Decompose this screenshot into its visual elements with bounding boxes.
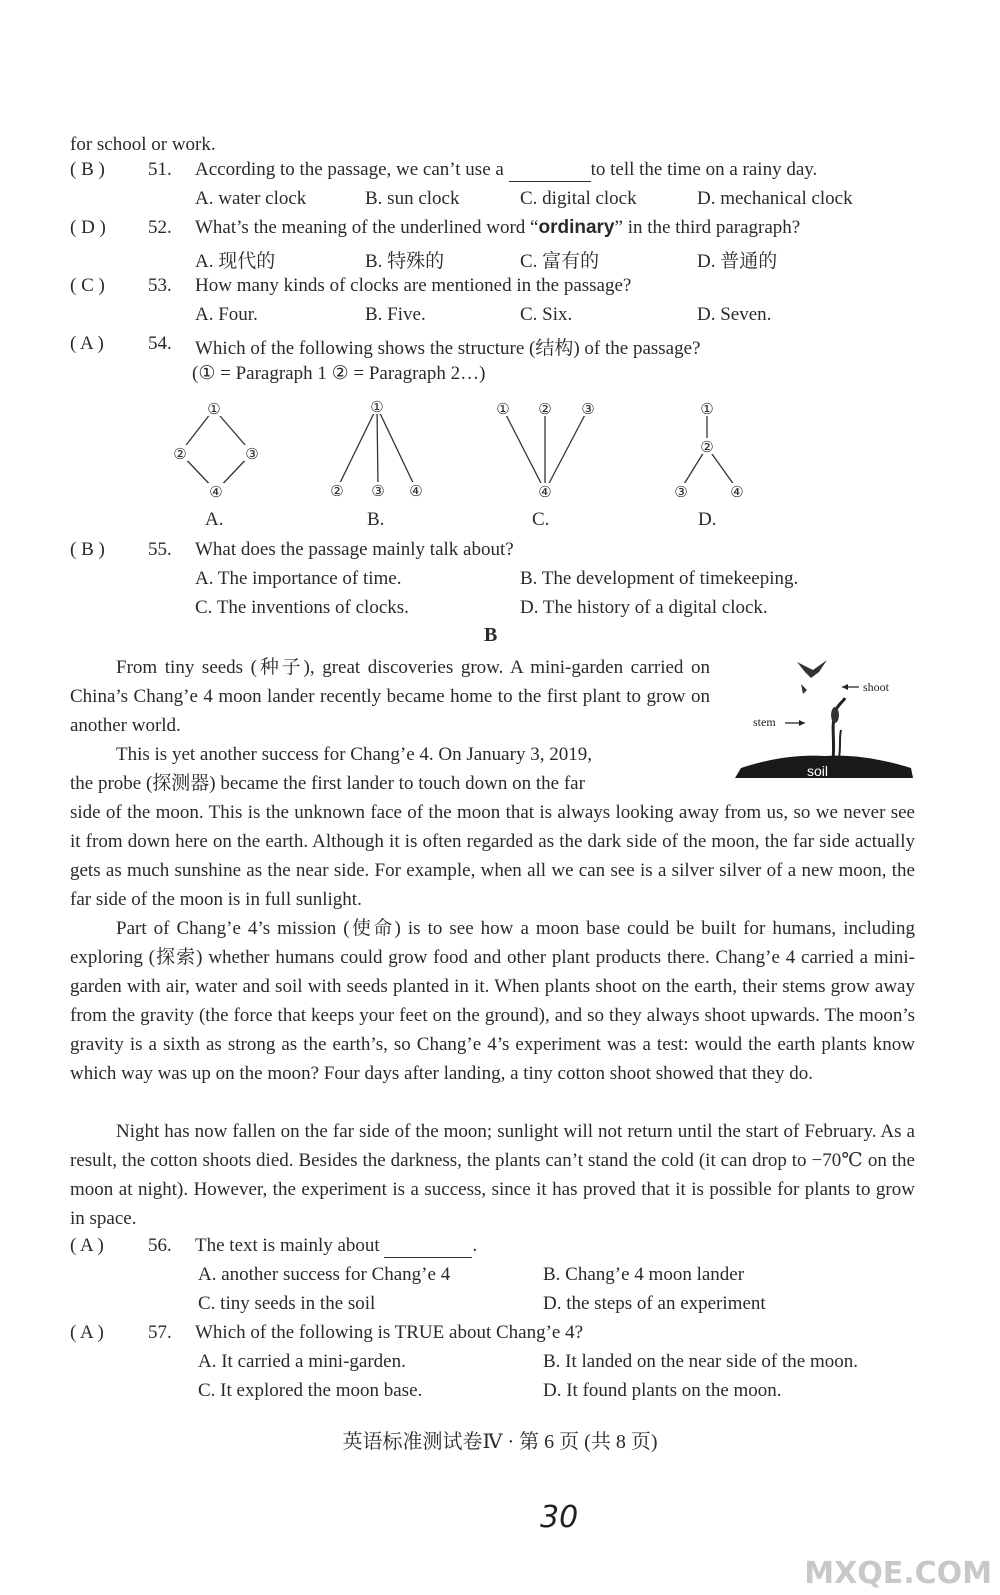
diagram-b-edge <box>377 407 378 489</box>
option-a: A. The importance of time. <box>195 568 402 589</box>
page-footer: 英语标准测试卷Ⅳ · 第 6 页 (共 8 页) <box>342 1431 658 1453</box>
diagram-c-edge <box>503 409 544 489</box>
option-b: B. sun clock <box>365 188 460 209</box>
underlined-word: ordinary <box>538 217 615 238</box>
handwritten-page-number: 30 <box>540 1500 579 1535</box>
diagram-a-node-2: ② <box>173 445 187 463</box>
question-text-post: ” in the third paragraph? <box>614 217 801 238</box>
diagram-d-node-2: ② <box>700 438 714 456</box>
diagram-label-c: C. <box>532 509 550 530</box>
option-b: B. It landed on the near side of the moon. <box>543 1351 859 1372</box>
question-number: 54. <box>148 333 172 354</box>
section-heading-b: B <box>484 624 498 646</box>
option-c: C. digital clock <box>520 188 637 209</box>
question-number: 57. <box>148 1322 172 1343</box>
diagram-c-node-2: ② <box>538 400 552 418</box>
question-text: Which of the following is TRUE about Chang’e 4? <box>195 1322 584 1343</box>
diagram-label-a: A. <box>205 509 224 530</box>
option-b: B. Five. <box>365 304 426 325</box>
diagram-b-node-2: ② <box>330 482 344 500</box>
answer-55: ( B ) <box>70 539 105 560</box>
question-text <box>195 159 817 182</box>
option-b: B. The development of timekeeping. <box>520 568 799 589</box>
answer-57: ( A ) <box>70 1322 104 1343</box>
option-c: C. tiny seeds in the soil <box>198 1293 376 1314</box>
answer-51: ( B ) <box>70 159 105 180</box>
option-d: D. It found plants on the moon. <box>543 1380 782 1401</box>
diagram-c-node-1: ① <box>496 400 510 418</box>
paragraph-2-line-1: This is yet another success for Chang’e 4. On January 3, 2019, <box>116 744 592 765</box>
bird-icon <box>797 660 827 678</box>
option-d: D. The history of a digital clock. <box>520 597 768 618</box>
question-text-post: to tell the time on a rainy day. <box>590 159 818 180</box>
answer-53: ( C ) <box>70 275 105 296</box>
leaf <box>831 707 839 723</box>
paragraph-2-rest: side of the moon. This is the unknown face of the moon that is always looking away from us, so we never see it from down here on the earth. Although it is often regarded as the dark side of the moon, the far side actually gets as much sunshine as the near side. For example, when all we can see is a silver silver of a new moon, the far side of the moon is in full sunlight. <box>70 802 915 910</box>
diagram-b-node-1: ① <box>370 398 384 416</box>
structure-legend: (① = Paragraph 1 ② = Paragraph 2…) <box>192 363 486 384</box>
question-number: 53. <box>148 275 172 296</box>
paragraph-1: From tiny seeds (种子), great discoveries grow. A mini-garden carried on China’s Chang’e 4 moon lander recently became home to the first plant to grow on another world. <box>70 657 710 736</box>
question-number: 51. <box>148 159 172 180</box>
option-b: B. Chang’e 4 moon lander <box>543 1264 745 1285</box>
answer-blank <box>384 1235 472 1258</box>
answer-blank <box>509 159 591 182</box>
stem-label: stem <box>753 715 776 729</box>
option-d: D. 普通的 <box>697 251 778 272</box>
answer-52: ( D ) <box>70 217 106 238</box>
question-text-pre: According to the passage, we can’t use a <box>195 159 509 180</box>
option-a: A. water clock <box>195 188 307 209</box>
answer-56: ( A ) <box>70 1235 104 1256</box>
question-text <box>195 217 800 239</box>
diagram-b-node-4: ④ <box>409 482 423 500</box>
option-c: C. Six. <box>520 304 573 325</box>
question-number: 56. <box>148 1235 172 1256</box>
question-number: 52. <box>148 217 172 238</box>
question-text-pre: The text is mainly about <box>195 1235 385 1256</box>
answer-54: ( A ) <box>70 333 104 354</box>
option-c: C. 富有的 <box>520 251 600 272</box>
structure-diagrams <box>160 395 780 510</box>
option-d: D. Seven. <box>697 304 772 325</box>
question-text-post: . <box>472 1235 478 1256</box>
option-c: C. It explored the moon base. <box>198 1380 423 1401</box>
diagram-a-node-1: ① <box>207 400 221 418</box>
diagram-c-node-4: ④ <box>538 483 552 501</box>
paragraph-2-line-2: the probe (探测器) became the first lander to touch down on the far <box>70 773 585 794</box>
diagram-label-b: B. <box>367 509 385 530</box>
question-text <box>195 1235 477 1258</box>
option-d: D. mechanical clock <box>697 188 853 209</box>
diagram-b-edge <box>377 407 416 489</box>
question-text: What does the passage mainly talk about? <box>195 539 514 560</box>
passage-continuation: for school or work. <box>70 134 216 155</box>
question-number: 55. <box>148 539 172 560</box>
plant-stem-2 <box>839 730 841 758</box>
diagram-label-d: D. <box>698 509 717 530</box>
diagram-a-node-4: ④ <box>209 483 223 501</box>
option-a: A. It carried a mini-garden. <box>198 1351 406 1372</box>
question-text-pre: What’s the meaning of the underlined word “ <box>195 217 539 238</box>
option-c: C. The inventions of clocks. <box>195 597 409 618</box>
option-a: A. Four. <box>195 304 258 325</box>
plant-figure <box>735 650 915 782</box>
diagram-d-node-1: ① <box>700 400 714 418</box>
diagram-d-node-3: ③ <box>674 483 688 501</box>
diagram-c-node-3: ③ <box>581 400 595 418</box>
paragraph-4: Night has now fallen on the far side of the moon; sunlight will not return until the start of February. As a result, the cotton shoots died. Besides the darkness, the plants can’t stand the cold (it can drop to −70℃ on the moon at night). However, the experiment is a success, since it has proved that it is possible for plants to grow in space. <box>70 1121 915 1229</box>
option-a: A. another success for Chang’e 4 <box>198 1264 451 1285</box>
soil-label: soil <box>807 763 829 779</box>
diagram-d-node-4: ④ <box>730 483 744 501</box>
paragraph-3: Part of Chang’e 4’s mission (使命) is to see how a moon base could be built for humans, including exploring (探索) whether humans could grow food and other plant products there. Chang’e 4 carried a mini-garden with air, water and soil with seeds planted in it. When plants shoot on the earth, their stems grow away from the gravity (the force that keeps your feet on the ground), and so they always shoot upwards. The moon’s gravity is a sixth as strong as the earth’s, so Chang’e 4’s experiment was a test: would the earth plants know which way was up on the moon? Four days after landing, a tiny cotton shoot showed that they do. <box>70 918 915 1084</box>
option-d: D. the steps of an experiment <box>543 1293 766 1314</box>
diagram-b-node-3: ③ <box>371 482 385 500</box>
diagram-a-node-3: ③ <box>245 445 259 463</box>
watermark: MXQE.COM <box>804 1556 992 1591</box>
option-a: A. 现代的 <box>195 251 276 272</box>
diagram-c-edge <box>546 409 588 489</box>
option-b: B. 特殊的 <box>365 251 445 272</box>
shoot-label: shoot <box>863 680 890 694</box>
diagram-b-edge <box>337 407 377 489</box>
question-text: Which of the following shows the structure (结构) of the passage? <box>195 338 701 359</box>
seed-husk-icon <box>801 684 807 694</box>
question-text: How many kinds of clocks are mentioned in the passage? <box>195 275 632 296</box>
